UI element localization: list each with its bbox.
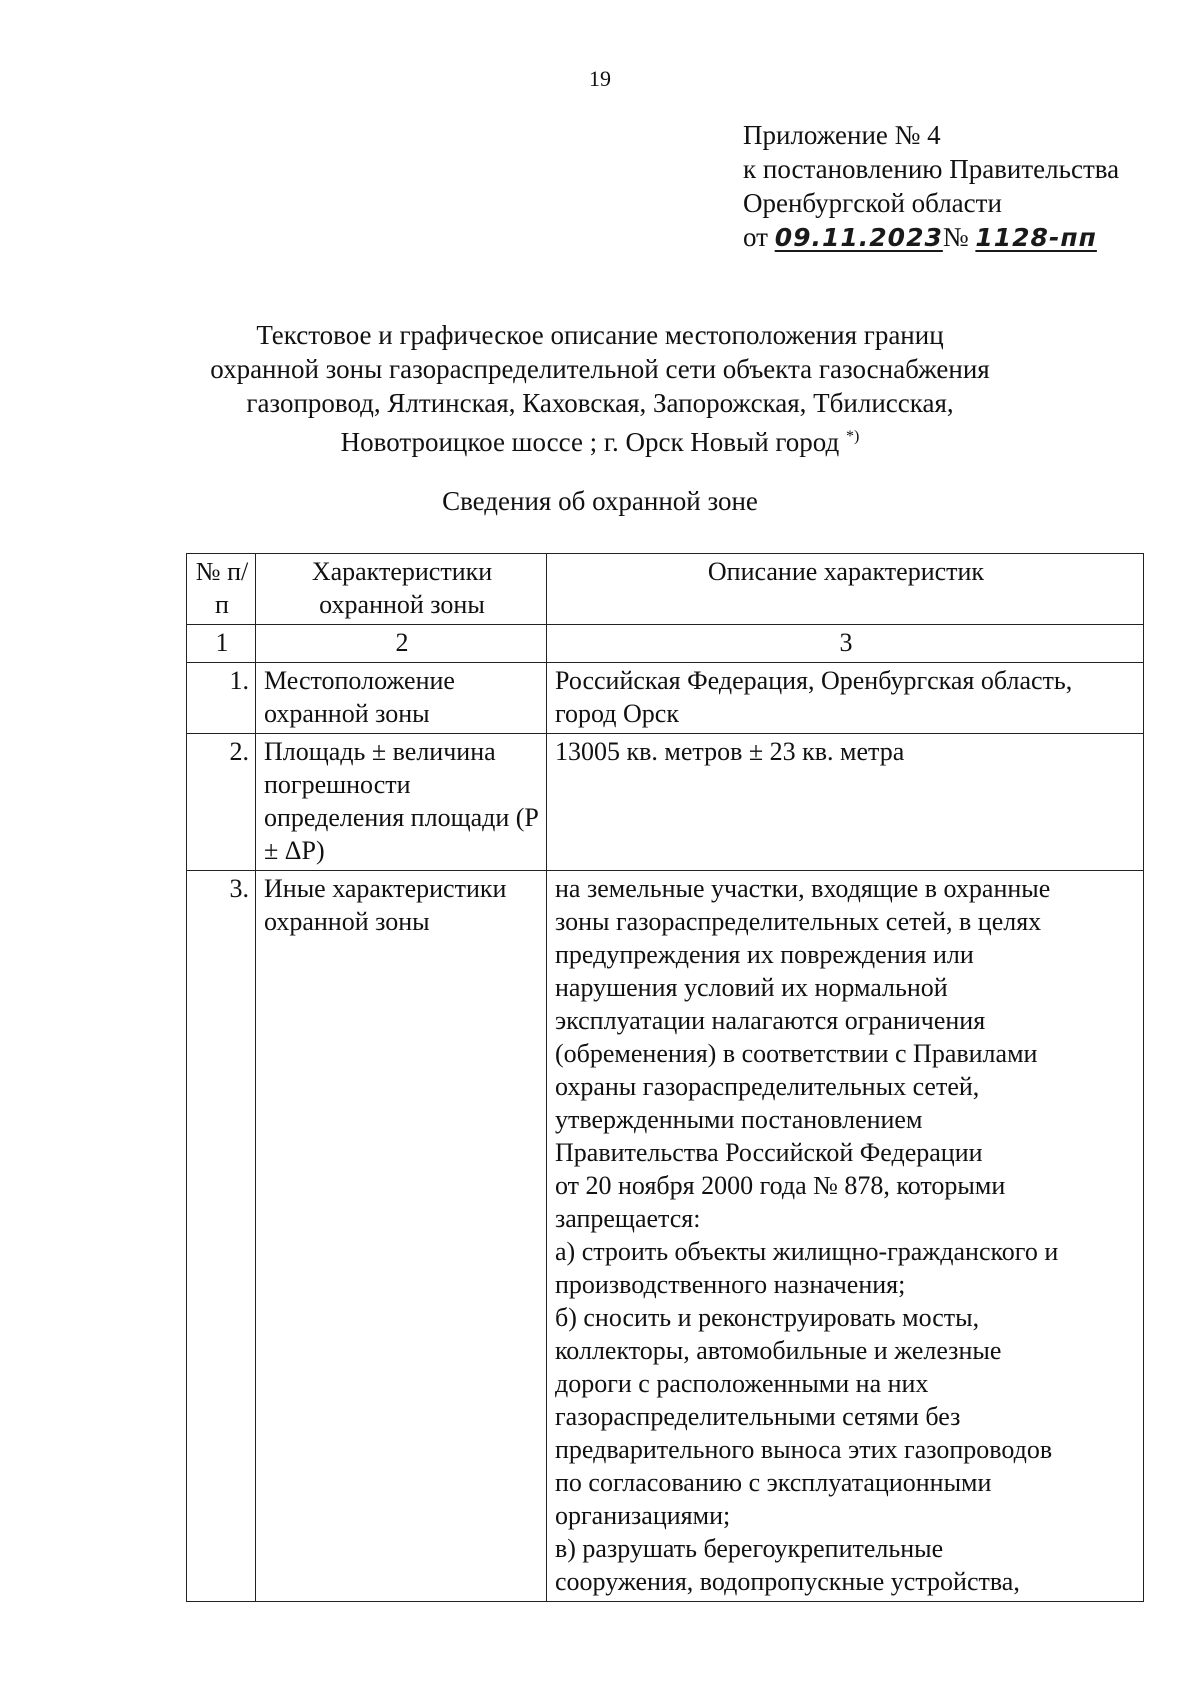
description-line: по согласованию с эксплуатационными bbox=[555, 1468, 992, 1497]
description-line: организациями; bbox=[555, 1501, 731, 1530]
description-line: город Орск bbox=[555, 699, 679, 728]
title-line-2: охранной зоны газораспределительной сети объекта газоснабжения bbox=[210, 354, 990, 384]
row-description bbox=[547, 871, 1144, 1602]
title-line-3: газопровод, Ялтинская, Каховская, Запорожская, Тбилисская, bbox=[246, 388, 954, 418]
description-line: а) строить объекты жилищно-гражданского и bbox=[555, 1237, 1059, 1266]
title-line-4 bbox=[0, 420, 1200, 459]
title-line-1: Текстовое и графическое описание местоположения границ bbox=[256, 320, 944, 350]
appendix-line-2: к постановлению Правительства bbox=[743, 154, 1120, 184]
description-line: на земельные участки, входящие в охранные bbox=[555, 874, 1051, 903]
table-row bbox=[187, 871, 1144, 1602]
table-column-number-row bbox=[187, 625, 1144, 663]
appendix-line-1: Приложение № 4 bbox=[743, 120, 941, 150]
row-number: 1. bbox=[187, 663, 256, 734]
table-header-row bbox=[187, 554, 1144, 625]
row-number: 2. bbox=[187, 734, 256, 871]
column-number-2: 2 bbox=[256, 625, 547, 663]
header-description: Описание характеристик bbox=[547, 554, 1144, 625]
description-line: предварительного выноса этих газопроводов bbox=[555, 1435, 1053, 1464]
handwritten-date: 09.11.2023 bbox=[774, 223, 943, 252]
description-line: нарушения условий их нормальной bbox=[555, 973, 948, 1002]
row-number: 3. bbox=[187, 871, 256, 1602]
description-line: в) разрушать берегоукрепительные bbox=[555, 1534, 944, 1563]
protection-zone-table bbox=[186, 553, 1144, 1602]
row-characteristic: Иные характеристики охранной зоны bbox=[256, 871, 547, 1602]
description-line: Российская Федерация, Оренбургская область, bbox=[555, 666, 1073, 695]
description-line: коллекторы, автомобильные и железные bbox=[555, 1336, 1002, 1365]
description-line: газораспределительными сетями без bbox=[555, 1402, 961, 1431]
column-number-3: 3 bbox=[547, 625, 1144, 663]
description-line: утвержденными постановлением bbox=[555, 1105, 923, 1134]
description-line: Правительства Российской Федерации bbox=[555, 1138, 983, 1167]
column-number-1: 1 bbox=[187, 625, 256, 663]
handwritten-number: 1128-пп bbox=[975, 223, 1097, 252]
header-number: № п/п bbox=[187, 554, 256, 625]
header-characteristic: Характеристики охранной зоны bbox=[256, 554, 547, 625]
description-line: сооружения, водопропускные устройства, bbox=[555, 1567, 1020, 1596]
description-line: (обременения) в соответствии с Правилами bbox=[555, 1039, 1038, 1068]
description-line: зоны газораспределительных сетей, в целях bbox=[555, 907, 1042, 936]
row-characteristic: Местоположение охранной зоны bbox=[256, 663, 547, 734]
description-line: производственного назначения; bbox=[555, 1270, 906, 1299]
row-description bbox=[547, 734, 1144, 871]
appendix-date-line bbox=[743, 220, 1119, 255]
appendix-line-3: Оренбургской области bbox=[743, 188, 1002, 218]
description-line: охраны газораспределительных сетей, bbox=[555, 1072, 980, 1101]
table-row bbox=[187, 734, 1144, 871]
description-line: предупреждения их повреждения или bbox=[555, 940, 974, 969]
number-prefix: № bbox=[942, 222, 969, 252]
footnote-mark: *) bbox=[846, 428, 860, 445]
section-title: Сведения об охранной зоне bbox=[442, 486, 758, 516]
description-line: 13005 кв. метров ± 23 кв. метра bbox=[555, 737, 905, 766]
description-line: б) сносить и реконструировать мосты, bbox=[555, 1303, 980, 1332]
title-line-4-text: Новотроицкое шоссе ; г. Орск Новый город bbox=[340, 427, 840, 457]
table-row bbox=[187, 663, 1144, 734]
row-description bbox=[547, 663, 1144, 734]
document-title bbox=[0, 318, 1200, 459]
appendix-header bbox=[743, 118, 1119, 255]
page-number: 19 bbox=[589, 66, 611, 91]
description-line: эксплуатации налагаются ограничения bbox=[555, 1006, 986, 1035]
row-characteristic: Площадь ± величина погрешности определения площади (Р ± ΔР) bbox=[256, 734, 547, 871]
description-line: от 20 ноября 2000 года № 878, которыми bbox=[555, 1171, 1006, 1200]
description-line: дороги с расположенными на них bbox=[555, 1369, 929, 1398]
date-prefix: от bbox=[743, 222, 768, 252]
description-line: запрещается: bbox=[555, 1204, 701, 1233]
